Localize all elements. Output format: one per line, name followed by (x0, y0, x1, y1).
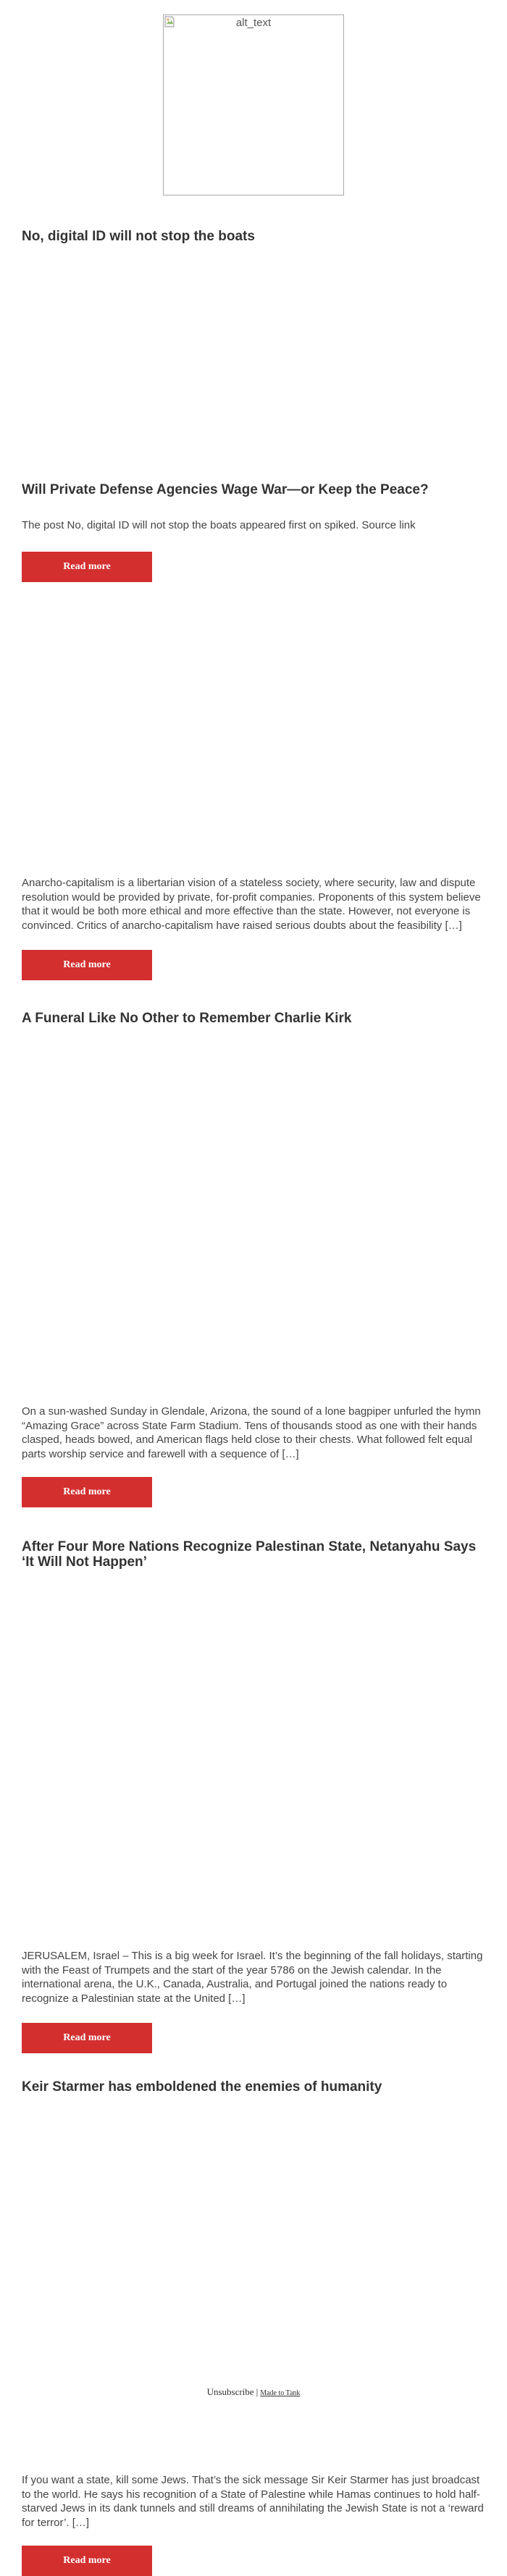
logo-image-broken (163, 14, 344, 195)
read-more-button[interactable]: Read more (22, 2546, 152, 2576)
article-excerpt: If you want a state, kill some Jews. That’s the sick message Sir Keir Starmer has just broadcast to the world. He says his recognition of a State of Palestine while Hamas continues to hold half-starved Jews in its dank tunnels and still dreams of annihilating the Jewish State is not a ‘reward for terror’. […] (22, 2474, 484, 2529)
header (0, 14, 507, 197)
article-3 (22, 1011, 485, 1497)
article-excerpt: Anarcho-capitalism is a libertarian vision of a stateless society, where security, law and dispute resolution would be provided by private, for-profit companies. Proponents of this system believe that it would be both more ethical and more effective than the state. However, not everyone is convinced. Critics of anarcho-capitalism have raised serious doubts about the feasibility […] (22, 877, 481, 932)
read-more-button[interactable]: Read more (22, 2023, 152, 2053)
article-title: Will Private Defense Agencies Wage War—or Keep the Peace? (22, 482, 429, 497)
article-title: No, digital ID will not stop the boats (22, 229, 255, 244)
article-title: Keir Starmer has emboldened the enemies of humanity (22, 2079, 382, 2095)
article-4 (22, 1539, 485, 2043)
article-title: A Funeral Like No Other to Remember Charlie Kirk (22, 1011, 352, 1026)
article-excerpt: The post No, digital ID will not stop the boats appeared first on spiked. Source link (22, 519, 416, 531)
footer (0, 2386, 507, 2398)
article-excerpt: On a sun-washed Sunday in Glendale, Arizona, the sound of a lone bagpiper unfurled the hymn “Amazing Grace” across State Farm Stadium. Tens of thousands stood as one with their hands clasped, heads bowed, and American flags held close to their chests. What followed felt equal parts worship service and farewell with a sequence of […] (22, 1405, 481, 1460)
footer-link[interactable]: Made to Tank (260, 2389, 301, 2397)
footer-separator: | (256, 2386, 259, 2397)
article-excerpt: JERUSALEM, Israel – This is a big week for Israel. It’s the beginning of the fall holidays, starting with the Feast of Trumpets and the start of the year 5786 on the Jewish calendar. In the international arena, the U.K., Canada, Australia, and Portugal joined the nations ready to recognize a Palestinian state at the United […] (22, 1950, 483, 2005)
read-more-button[interactable]: Read more (22, 1477, 152, 1507)
article-title: After Four More Nations Recognize Palestinan State, Netanyahu Says ‘It Will Not Happen’ (22, 1539, 477, 1570)
read-more-button[interactable]: Read more (22, 552, 152, 582)
read-more-button[interactable]: Read more (22, 950, 152, 980)
unsubscribe-text: Unsubscribe (206, 2386, 254, 2397)
logo-alt-text: alt_text (235, 17, 272, 29)
